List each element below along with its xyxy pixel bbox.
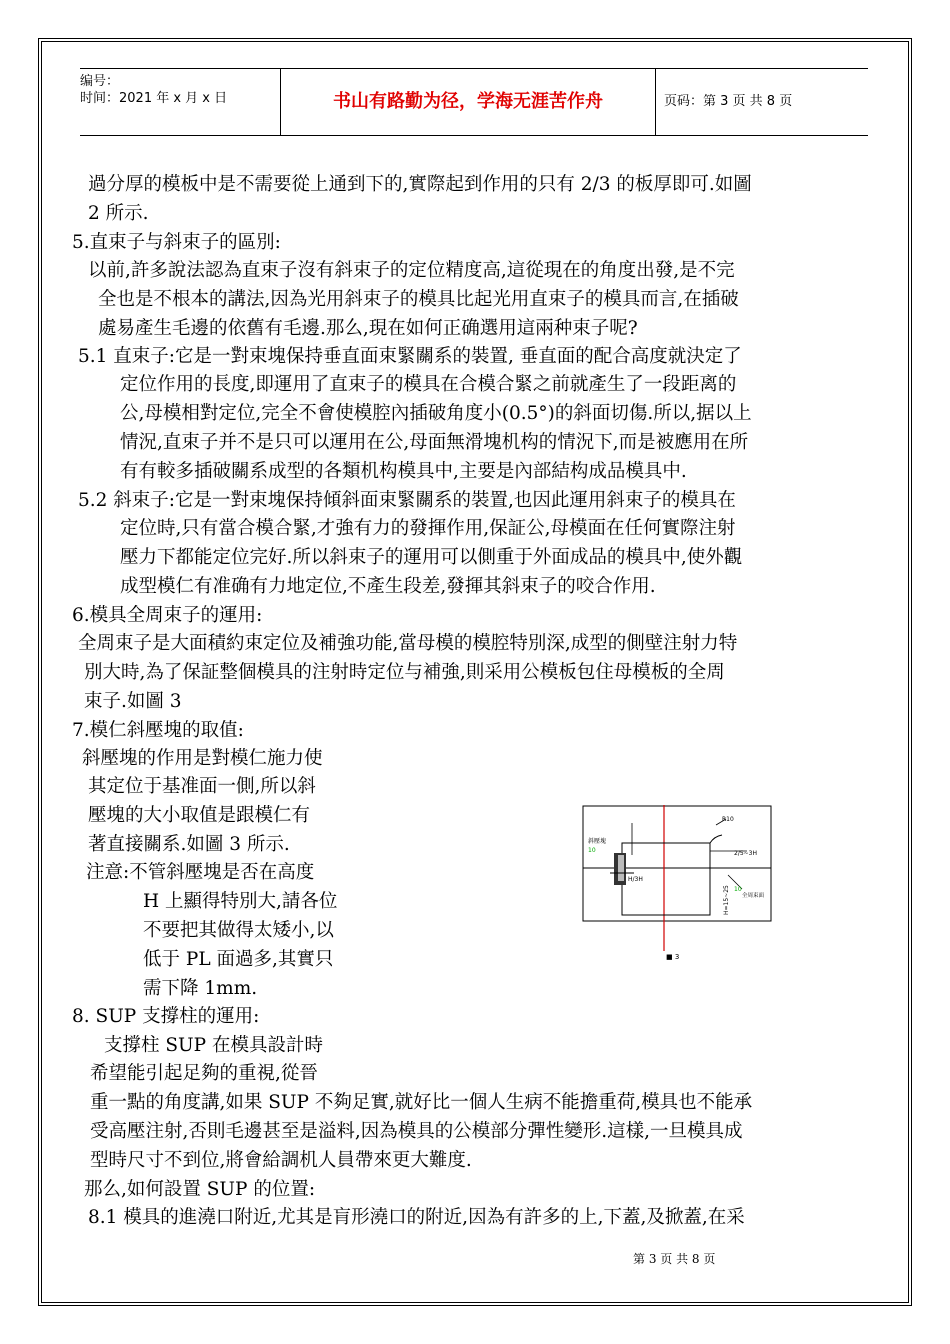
body-line: 壓力下都能定位完好.所以斜束子的運用可以側重于外面成品的模具中,使外觀 xyxy=(120,547,743,568)
figure-frame xyxy=(583,806,771,921)
body-line: 注意:不管斜壓塊是否在高度 xyxy=(86,862,315,883)
body-line: 斜壓塊的作用是對模仁施力使 xyxy=(82,748,323,769)
body-line: 不要把其做得太矮小,以 xyxy=(143,920,334,941)
section-heading: 7.模仁斜壓塊的取值: xyxy=(72,720,244,741)
label-h3: H/3H xyxy=(628,876,643,883)
number-label: 编号： xyxy=(80,74,120,89)
body-line: 處易產生毛邊的依舊有毛邊.那么,現在如何正确選用這兩种束子呢? xyxy=(98,318,638,339)
body-line: 有有較多插破關系成型的各類机构模具中,主要是內部結构成品模具中. xyxy=(120,461,687,482)
section-heading: 8. SUP 支撐柱的運用: xyxy=(72,1006,260,1027)
section-heading: 5.直束子与斜束子的區別: xyxy=(72,232,281,253)
label-vert-h: H=15~25 xyxy=(723,885,730,915)
body-line: 著直接關系.如圖 3 所示. xyxy=(88,834,290,855)
body-line: 別大時,為了保証整個模具的注射時定位与補強,則采用公模板包住母模板的全周 xyxy=(84,662,725,683)
label-num: 10 xyxy=(734,886,742,893)
figure-caption: ■ 3 xyxy=(666,953,680,961)
body-line: 其定位于基准面一側,所以斜 xyxy=(88,776,316,797)
body-line: 5.1 直束子:它是一對束塊保持垂直面束緊關系的裝置, 垂直面的配合高度就決定了 xyxy=(78,346,742,367)
time-label: 时间：2021 年 x 月 x 日 xyxy=(80,91,228,106)
body-line: 重一點的角度講,如果 SUP 不夠足實,就好比一個人生病不能擔重荷,模具也不能承 xyxy=(90,1092,753,1113)
header-page-info: 页码：第 3 页 共 8 页 xyxy=(664,94,793,109)
body-line: 希望能引起足夠的重視,從晉 xyxy=(90,1063,318,1084)
oblique-block-hatch xyxy=(618,855,624,881)
label-2h: 2/5~3H xyxy=(734,850,758,857)
body-line: 公,母模相對定位,完全不會使模腔內插破角度小(0.5°)的斜面切傷.所以,据以上 xyxy=(120,403,752,424)
body-line: 2 所示. xyxy=(88,203,149,224)
body-line: 定位時,只有當合模合緊,才強有力的發揮作用,保証公,母模面在任何實際注射 xyxy=(120,518,736,539)
body-line: 8.1 模具的進澆口附近,尤其是肓形澆口的附近,因為有許多的上,下蓋,及掀蓋,在采 xyxy=(88,1207,745,1228)
body-line: 5.2 斜束子:它是一對束塊保持傾斜面束緊關系的裝置,也因此運用斜束子的模具在 xyxy=(78,490,736,511)
body-line: 全也是不根本的講法,因為光用斜束子的模具比起光用直束子的模具而言,在插破 xyxy=(98,289,739,310)
body-line: 以前,許多說法認為直束子沒有斜束子的定位精度高,這從現在的角度出發,是不完 xyxy=(88,260,735,281)
label-r10: R10 xyxy=(722,816,734,823)
radius-arc xyxy=(710,835,722,843)
header-meta xyxy=(80,69,280,139)
body-line: 成型模仁有准确有力地定位,不產生段差,發揮其斜束子的咬合作用. xyxy=(120,576,656,597)
page-header xyxy=(80,68,868,136)
body-line: 型時尺寸不到位,將會給調机人員帶來更大難度. xyxy=(90,1150,472,1171)
body-line: 壓塊的大小取值是跟模仁有 xyxy=(88,805,311,826)
body-line: 需下降 1mm. xyxy=(143,978,258,999)
page-footer: 第 3 页 共 8 页 xyxy=(633,1252,716,1266)
body-line: 情況,直束子并不是只可以運用在公,母面無滑塊机构的情況下,而是被應用在所 xyxy=(120,432,749,453)
label-ref: 全周束面 xyxy=(742,893,765,899)
figure-3-diagram xyxy=(582,805,774,961)
body-line: 定位作用的長度,即運用了直束子的模具在合模合緊之前就產生了一段距离的 xyxy=(120,374,737,395)
body-line: 受高壓注射,否則毛邊甚至是溢料,因為模具的公模部分彈性變形.這樣,一旦模具成 xyxy=(90,1121,743,1142)
body-line: 支撐柱 SUP 在模具設計時 xyxy=(104,1035,323,1056)
label-10: 10 xyxy=(588,847,596,854)
body-line: 束子.如圖 3 xyxy=(84,691,182,712)
header-motto: 书山有路勤为径，学海无涯苦作舟 xyxy=(280,69,656,135)
body-line: 低于 PL 面過多,其實只 xyxy=(143,949,334,970)
section-heading: 6.模具全周束子的運用: xyxy=(72,605,263,626)
body-line: H 上顯得特別大,請各位 xyxy=(143,891,338,912)
body-line: 全周束子是大面積約束定位及補強功能,當母模的模腔特別深,成型的側壁注射力特 xyxy=(78,633,738,654)
body-line: 過分厚的模板中是不需要從上通到下的,實際起到作用的只有 2/3 的板厚即可.如圖 xyxy=(88,174,752,195)
body-line: 那么,如何設置 SUP 的位置: xyxy=(84,1179,316,1200)
label-oblique: 斜壓塊 xyxy=(588,838,607,845)
